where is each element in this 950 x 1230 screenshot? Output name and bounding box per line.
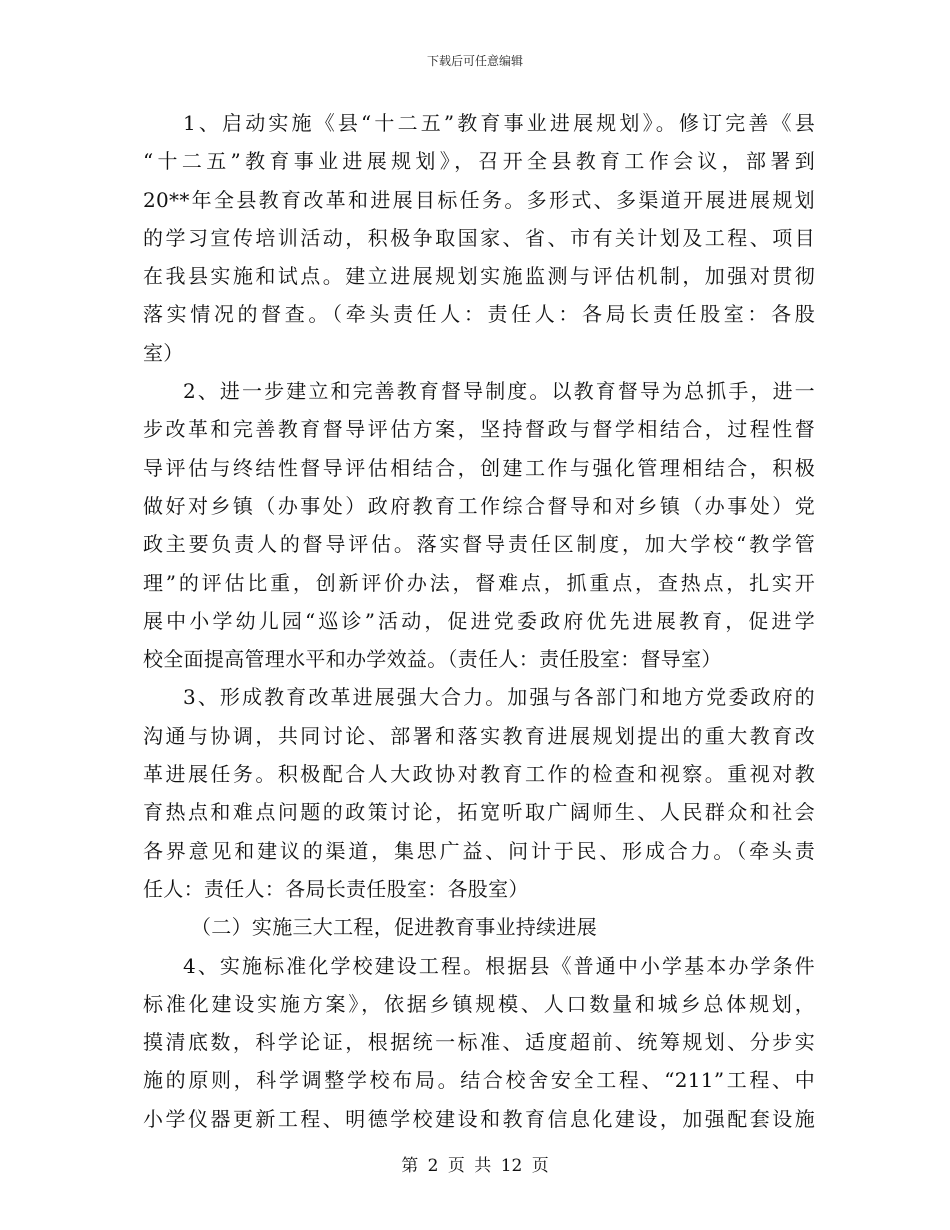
paragraph-2-line-2: 步改革和完善教育督导评估方案，坚持督政与督学相结合，过程性督 xyxy=(143,417,815,442)
paragraph-1-line-3: 20**年全县教育改革和进展目标任务。多形式、多渠道开展进展规划 xyxy=(143,187,815,212)
paragraph-2-line-5: 政主要负责人的督导评估。落实督导责任区制度，加大学校“教学管 xyxy=(143,532,815,557)
paragraph-3-line-5: 各界意见和建议的渠道，集思广益、问计于民、形成合力。（牵头责 xyxy=(143,838,815,863)
paragraph-3-line-3: 革进展任务。积极配合人大政协对教育工作的检查和视察。重视对教 xyxy=(143,762,815,787)
page-number-footer: 第 2 页 共 12 页 xyxy=(401,1156,549,1176)
paragraph-4-line-2: 标准化建设实施方案》，依据乡镇规模、人口数量和城乡总体规划， xyxy=(143,991,815,1016)
paragraph-1-line-6: 落实情况的督查。（牵头责任人：责任人：各局长责任股室：各股 xyxy=(143,302,815,327)
paragraph-1-line-4: 的学习宣传培训活动，积极争取国家、省、市有关计划及工程、项目 xyxy=(143,225,815,250)
document-body xyxy=(143,104,815,1138)
section-heading: （二）实施三大工程，促进教育事业持续进展 xyxy=(191,915,597,940)
paragraph-4-line-1: 4、实施标准化学校建设工程。根据县《普通中小学基本办学条件 xyxy=(183,953,815,978)
paragraph-3-line-2: 沟通与协调，共同讨论、部署和落实教育进展规划提出的重大教育改 xyxy=(143,723,815,748)
paragraph-2-line-1: 2、进一步建立和完善教育督导制度。以教育督导为总抓手，进一 xyxy=(183,379,815,404)
page-header: 下载后可任意编辑 xyxy=(426,54,523,68)
paragraph-2-line-6: 理”的评估比重，创新评价办法，督难点，抓重点，查热点，扎实开 xyxy=(143,570,815,595)
paragraph-3-line-1: 3、形成教育改革进展强大合力。加强与各部门和地方党委政府的 xyxy=(183,685,815,710)
paragraph-2-line-8: 校全面提高管理水平和办学效益。（责任人：责任股室：督导室） xyxy=(143,647,722,672)
paragraph-1-line-7: 室） xyxy=(143,340,184,365)
paragraph-3-line-4: 育热点和难点问题的政策讨论，拓宽听取广阔师生、人民群众和社会 xyxy=(143,800,815,825)
paragraph-3-line-6: 任人：责任人：各局长责任股室：各股室） xyxy=(143,876,529,901)
paragraph-2-line-4: 做好对乡镇（办事处）政府教育工作综合督导和对乡镇（办事处）党 xyxy=(143,493,815,518)
paragraph-1-line-2: “十二五”教育事业进展规划》，召开全县教育工作会议，部署到 xyxy=(143,149,815,174)
paragraph-2-line-3: 导评估与终结性督导评估相结合，创建工作与强化管理相结合，积极 xyxy=(143,455,815,480)
paragraph-1-line-1: 1、启动实施《县“十二五”教育事业进展规划》。修订完善《县 xyxy=(183,111,815,135)
paragraph-1-line-5: 在我县实施和试点。建立进展规划实施监测与评估机制，加强对贯彻 xyxy=(143,264,815,289)
paragraph-4-line-5: 小学仪器更新工程、明德学校建设和教育信息化建设，加强配套设施 xyxy=(143,1106,815,1131)
paragraph-4-line-4: 施的原则，科学调整学校布局。结合校舍安全工程、“211”工程、中 xyxy=(143,1068,815,1093)
paragraph-2-line-7: 展中小学幼儿园“巡诊”活动，促进党委政府优先进展教育，促进学 xyxy=(143,608,815,633)
paragraph-4-line-3: 摸清底数，科学论证，根据统一标准、适度超前、统筹规划、分步实 xyxy=(143,1030,815,1055)
